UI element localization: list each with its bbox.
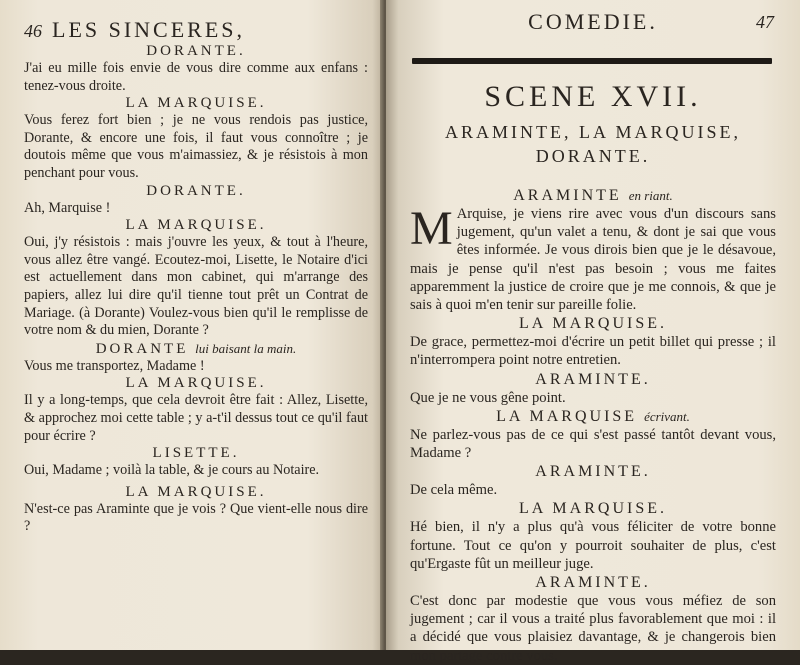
left-running-title: LES SINCERES, [52, 17, 246, 42]
speaker-label: ARAMINTE. [535, 370, 651, 388]
dialogue-block [24, 217, 368, 340]
dialogue-block [410, 462, 776, 499]
dialogue-block [410, 499, 776, 573]
speaker-name [410, 370, 776, 389]
dialogue-block [24, 43, 368, 95]
speaker-name [24, 43, 368, 60]
speaker-label: LA MARQUISE. [125, 95, 267, 112]
speaker-label: LA MARQUISE. [125, 483, 267, 500]
left-page-number: 46 [24, 21, 42, 41]
speaker-name [410, 314, 776, 333]
speech-text: Oui, Madame ; voilà la table, & je cours au Notaire. [24, 462, 320, 479]
dialogue-block [410, 407, 776, 462]
speaker-name [410, 573, 776, 592]
speaker-label: DORANTE. [146, 43, 246, 59]
speech-text: J'ai eu mille fois envie de vous dire comme aux enfans : tenez-vous droite. [24, 60, 368, 94]
speaker-name [410, 407, 776, 426]
stage-direction: écrivant. [644, 408, 690, 424]
speaker-label: ARAMINTE [513, 187, 622, 204]
dialogue-block [410, 370, 776, 407]
character-list [410, 120, 776, 168]
speech-text: Vous me transportez, Madame ! [24, 357, 205, 374]
speaker-name [24, 340, 368, 358]
speech-text: De cela même. [410, 482, 498, 499]
right-running-title: COMEDIE. [528, 9, 658, 34]
left-page [0, 0, 384, 650]
speech-text: N'est-ce pas Araminte que je vois ? Que vient-elle nous dire ? [24, 500, 368, 535]
dialogue-block [24, 375, 368, 445]
speaker-name [410, 462, 776, 481]
horizontal-rule [412, 58, 772, 64]
speaker-name [24, 445, 368, 462]
dialogue-block [24, 95, 368, 182]
speaker-name [24, 95, 368, 112]
left-running-head [24, 18, 368, 43]
dialogue-block [410, 573, 776, 665]
speaker-label: DORANTE. [146, 182, 246, 199]
speaker-label: LA MARQUISE. [518, 315, 667, 333]
speaker-name [410, 186, 776, 205]
scene-title: SCENE XVII. [484, 80, 702, 113]
dialogue-block [410, 314, 776, 369]
right-page-number: 47 [756, 12, 774, 32]
dialogue-block [24, 484, 368, 536]
dialogue-block [410, 186, 776, 314]
speaker-label: DORANTE [95, 340, 189, 357]
stage-direction: lui baisant la main. [195, 340, 297, 356]
speech-text: Ah, Marquise ! [24, 199, 111, 216]
dialogue-block [24, 183, 368, 218]
speaker-name [24, 375, 368, 392]
speaker-name [24, 183, 368, 200]
speaker-label: LA MARQUISE. [518, 500, 667, 518]
speech-text: Hé bien, il n'y a plus qu'à vous féliciter de votre bonne fortune. Tout ce qu'on y pourroit souhaiter de plus, c'est qu'Ergaste fût un meilleur juge. [410, 519, 776, 572]
right-running-head [410, 10, 776, 34]
speaker-name [410, 499, 776, 518]
right-page [386, 0, 800, 664]
speech-text: De grace, permettez-moi d'écrire un petit billet qui presse ; il n'interrompera point notre entretien. [410, 334, 776, 369]
speech-text: C'est donc par modestie que vous vous méfiez de son jugement ; car il vous a traité plus favorablement que moi : il a décidé que vous plaisiez davantage, & je changerois bien mon partage contre vous. [410, 593, 776, 664]
speaker-name [24, 484, 368, 501]
character-list-line: ARAMINTE, LA MARQUISE, [444, 122, 741, 142]
dialogue-block [24, 340, 368, 376]
drop-cap: M [410, 202, 453, 255]
speech-text: Que je ne vous gêne point. [410, 389, 566, 406]
speaker-label: LA MARQUISE. [125, 217, 267, 234]
speaker-label: LA MARQUISE [496, 407, 638, 425]
speech-text: Il y a long-temps, que cela devroit être fait : Allez, Lisette, & approchez moi cette table ; y a-t'il dessus tout ce qu'il faut pour écrire ? [24, 392, 368, 444]
speech-text [410, 202, 776, 314]
speaker-label: ARAMINTE. [535, 574, 651, 592]
speaker-label: ARAMINTE. [535, 463, 651, 481]
dialogue-block [24, 445, 368, 480]
character-list-line: DORANTE. [535, 146, 651, 166]
speaker-name [24, 217, 368, 234]
speech-text: Vous ferez fort bien ; je ne vous rendois pas justice, Dorante, & encore une fois, il faut vous connoître ; je doutois même que vous m'aimassiez, & je résistois à mon penchant pour vous. [24, 112, 368, 181]
speech-body: Arquise, je viens rire avec vous d'un discours sans jugement, qu'un valet a tenu, & dont je sai que vous êtes informée. Je vous dirois bien que je le désavoue, mais je pense qu'il n'est pas besoin ; vous me faites apparemment la justice de croire que je me connois, & que je sais à quoi m'en tenir sur pareille folie. [410, 206, 776, 314]
stage-direction: en riant. [628, 188, 673, 203]
speech-text: Ne parlez-vous pas de ce qui s'est passé tantôt devant vous, Madame ? [410, 426, 776, 462]
speaker-label: LA MARQUISE. [125, 375, 267, 392]
speech-text: Oui, j'y résistois : mais j'ouvre les yeux, & tout à l'heure, vous allez être vangé. Ecoutez-moi, Lisette, le Notaire d'ici est actuellement dans mon cabinet, qui m'arrange des papiers, allez lui dire qu'il tienne tout prêt un Contrat de Mariage. (à Dorante) Voulez-vous bien qu'il le remplisse de votre nom & du mien, Dorante ? [24, 234, 368, 339]
speaker-label: LISETTE. [152, 445, 240, 462]
